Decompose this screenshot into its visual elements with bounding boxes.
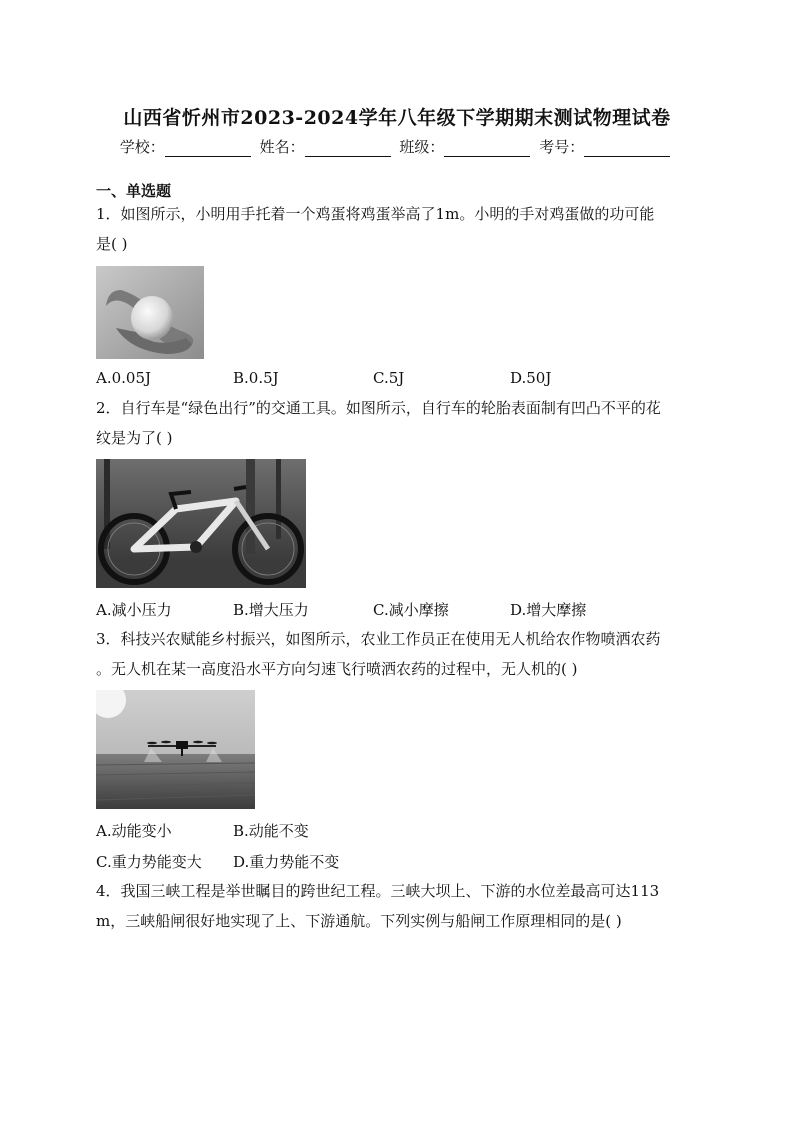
question-3-option-c[interactable]: C.重力势能变大 [96, 853, 202, 871]
student-info-line [0, 136, 794, 157]
exam-number-blank [584, 140, 670, 157]
question-2-option-b[interactable]: B.增大压力 [233, 601, 309, 619]
question-1-line-2: 是( ) [96, 235, 128, 253]
question-4-line-1: 4．我国三峡工程是举世瞩目的跨世纪工程。三峡大坝上、下游的水位差最高可达113 [96, 882, 660, 900]
question-1-option-a[interactable]: A.0.05J [96, 369, 152, 387]
drone-over-field-image [96, 690, 255, 809]
question-3-options-row-1 [96, 820, 696, 840]
question-3-option-d[interactable]: D.重力势能不变 [233, 853, 340, 871]
question-1-option-c[interactable]: C.5J [373, 369, 405, 387]
question-1-stem [96, 199, 696, 259]
question-3-option-b[interactable]: B.动能不变 [233, 822, 309, 840]
name-blank [305, 140, 391, 157]
name-label: 姓名： [259, 138, 305, 156]
question-3-option-a[interactable]: A.动能变小 [96, 822, 172, 840]
question-1-options [96, 369, 696, 389]
question-1-option-d[interactable]: D.50J [510, 369, 552, 387]
bicycle-image [96, 459, 306, 588]
question-2-stem [96, 393, 696, 453]
question-2-option-a[interactable]: A.减小压力 [96, 601, 172, 619]
question-2-line-2: 纹是为了( ) [96, 429, 173, 447]
section-heading: 一、单选题 [96, 182, 172, 200]
exam-number-label: 考号： [539, 138, 585, 156]
school-blank [165, 140, 251, 157]
question-2-option-d[interactable]: D.增大摩擦 [510, 601, 587, 619]
school-label: 学校： [119, 138, 165, 156]
exam-title: 山西省忻州市2023-2024学年八年级下学期期末测试物理试卷 [123, 107, 671, 129]
question-3-stem [96, 624, 696, 684]
question-2-option-c[interactable]: C.减小摩擦 [373, 601, 449, 619]
class-blank [444, 140, 530, 157]
question-4-line-2: m，三峡船闸很好地实现了上、下游通航。下列实例与船闸工作原理相同的是( ) [96, 912, 622, 930]
egg-in-hand-image [96, 266, 204, 359]
question-3-options-row-2 [96, 851, 696, 871]
question-1-line-1: 1．如图所示，小明用手托着一个鸡蛋将鸡蛋举高了1m。小明的手对鸡蛋做的功可能 [96, 205, 655, 223]
class-label: 班级： [399, 138, 445, 156]
question-1-option-b[interactable]: B.0.5J [233, 369, 279, 387]
question-2-line-1: 2．自行车是“绿色出行”的交通工具。如图所示，自行车的轮胎表面制有凹凸不平的花 [96, 399, 661, 417]
question-4-stem [96, 876, 696, 936]
question-2-options [96, 599, 696, 619]
question-3-line-1: 3．科技兴农赋能乡村振兴，如图所示，农业工作员正在使用无人机给农作物喷洒农药 [96, 630, 661, 648]
question-3-line-2: 。无人机在某一高度沿水平方向匀速飞行喷洒农药的过程中，无人机的( ) [96, 660, 578, 678]
